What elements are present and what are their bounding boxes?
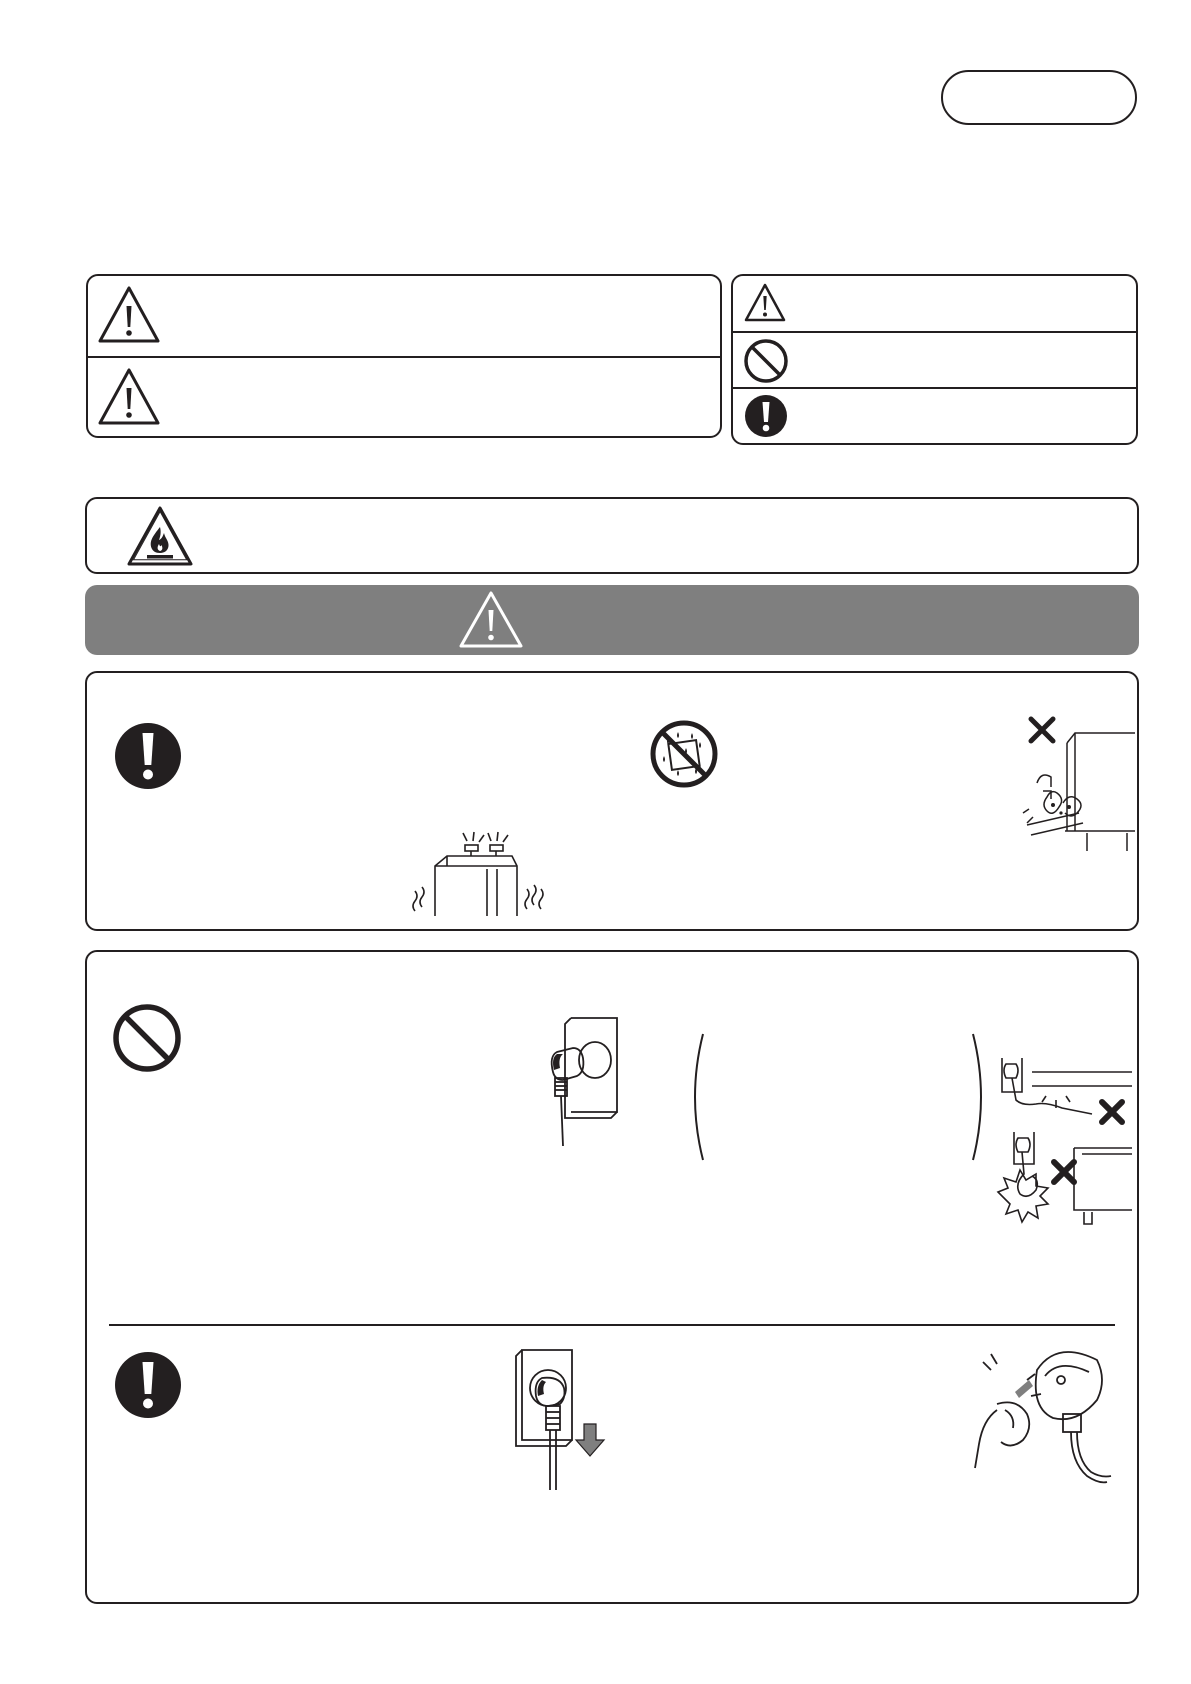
section-divider — [109, 1324, 1115, 1326]
page-tab — [941, 70, 1137, 125]
legend-row-caution — [96, 364, 706, 434]
no-water-splash-icon — [648, 718, 720, 790]
water-near-appliance-illustration — [1017, 713, 1137, 853]
mandatory-action-icon — [743, 393, 789, 439]
symbol-row-prohibited — [743, 338, 1123, 384]
legend-row-warning — [96, 282, 706, 352]
mandatory-action-icon — [113, 721, 183, 791]
installation-warning-panel — [85, 671, 1139, 931]
symbol-row-caution — [743, 282, 1123, 328]
ventilation-clearance-illustration — [407, 821, 552, 916]
mandatory-action-icon — [113, 1350, 183, 1420]
bracket-right — [969, 1032, 989, 1162]
symbol-row-mandatory — [743, 393, 1123, 439]
pull-plug-illustration — [512, 1344, 622, 1494]
prohibited-icon — [743, 338, 789, 384]
damaged-cord-illustration — [992, 1052, 1132, 1227]
warning-banner — [85, 585, 1139, 655]
power-supply-warning-panel — [85, 950, 1139, 1604]
flammable-hazard-icon — [126, 505, 194, 567]
caution-triangle-icon — [743, 282, 787, 324]
signal-word-legend — [86, 274, 722, 438]
flammable-notice — [85, 497, 1139, 574]
warning-triangle-icon — [96, 284, 162, 346]
prohibited-icon — [111, 1002, 183, 1074]
clean-plug-illustration — [967, 1340, 1112, 1490]
plug-in-socket-illustration — [537, 1012, 627, 1152]
caution-triangle-icon — [96, 366, 162, 428]
warning-triangle-icon — [458, 590, 524, 650]
symbol-legend — [731, 274, 1138, 445]
bracket-left — [687, 1032, 707, 1162]
